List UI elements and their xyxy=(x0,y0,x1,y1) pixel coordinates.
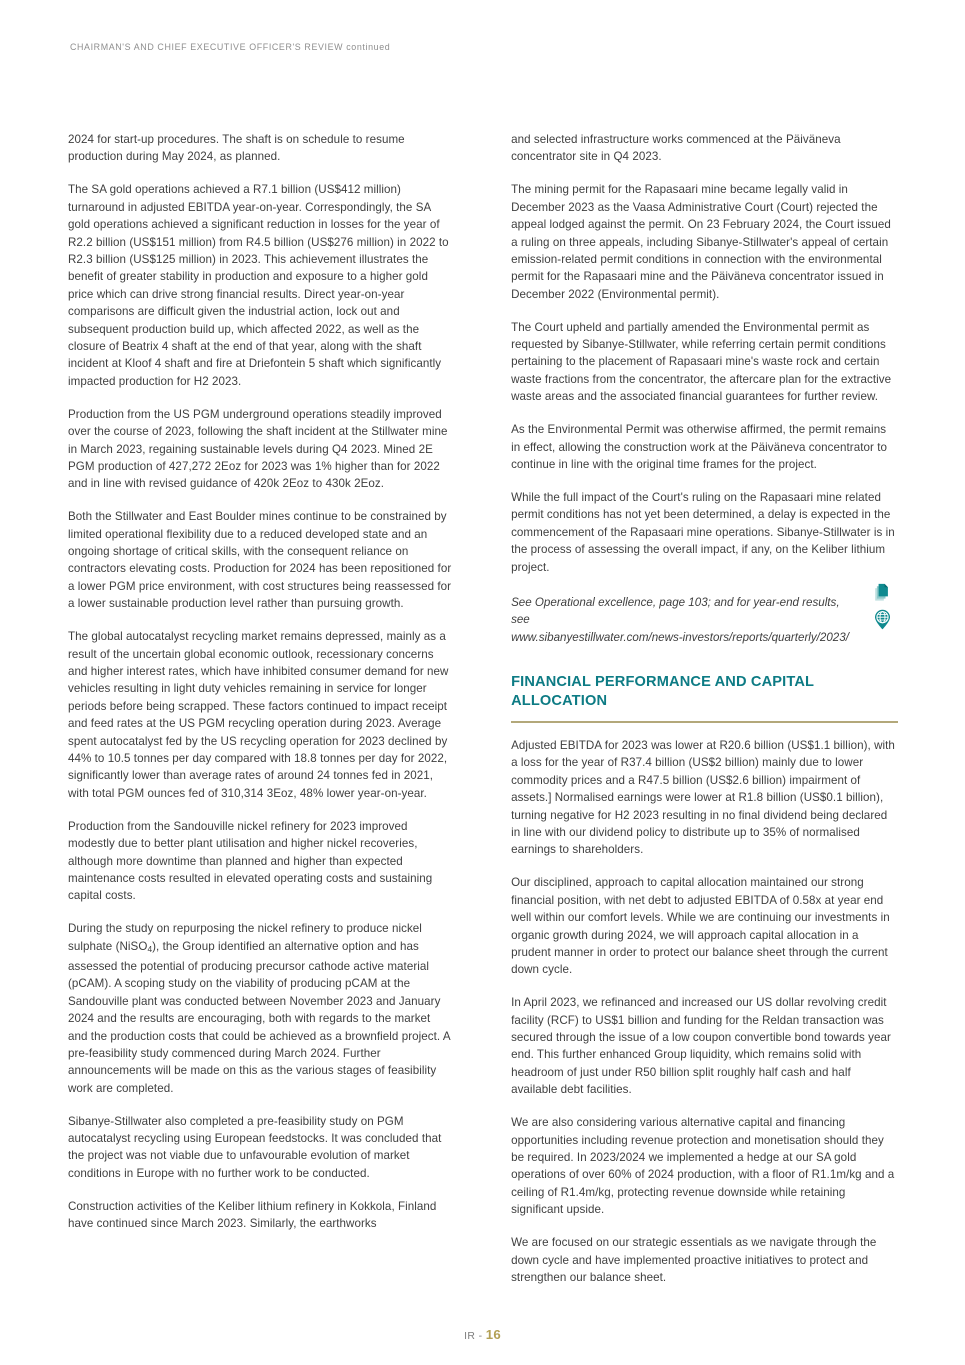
running-header: CHAIRMAN'S AND CHIEF EXECUTIVE OFFICER'S REVIEW continued xyxy=(70,42,391,52)
left-column xyxy=(68,131,453,1286)
section-divider-rule xyxy=(511,721,898,723)
paragraph: While the full impact of the Court's ruling on the Rapasaari mine related permit conditions has not yet been determined, a delay is expected in the commencement of the Rapasaari mine operations. Sibanye-Stillwater is in the process of assessing the overall impact, if any, on the Keliber lithium project. xyxy=(511,490,895,574)
section-heading-financial-performance: FINANCIAL PERFORMANCE AND CAPITAL ALLOCATION xyxy=(511,674,814,709)
paragraph: The Court upheld and partially amended the Environmental permit as requested by Sibanye-Stillwater, while referring certain permit conditions pertaining to the placement of Rapasaari mine's waste rock and certain waste fractions from the concentrator, the aftercare plan for the extractive waste areas and the associated financial guarantees for further review. xyxy=(511,320,892,404)
paragraph: Production from the US PGM underground operations steadily improved over the course of 2023, following the shaft incident at the Stillwater mine in March 2023, regaining sustainable levels during Q4 2023. Mined 2E PGM production of 427,272 2Eoz for 2023 was 1% higher than for 2022 and in line with revised guidance of 420k 2Eoz to 430k 2Eoz. xyxy=(68,407,448,491)
cross-reference-url[interactable]: www.sibanyestillwater.com/news-investors/reports/quarterly/2023/ xyxy=(511,630,849,644)
paragraph: The global autocatalyst recycling market remains depressed, mainly as a result of the uncertain global economic outlook, recessionary concerns and higher interest rates, which have inhibited consumer demand for new vehicles resulting in light duty vehicles remaining in service for longer periods before being scrapped. These factors continued to impact receipt and feed rates at the US PGM recycling operation during 2023. Average spent autocatalyst fed by the US recycling operation for 2023 declined by 44% to 10.5 tonnes per day compared with 18.8 tonnes per day for 2022, significantly lower than average rates of around 24 tonnes fed in 2021, with total PGM ounces fed of 310,314 3Eoz, 48% lower year-on-year. xyxy=(68,630,449,800)
paragraph-nickel-sulphate xyxy=(68,920,453,1097)
page-footer xyxy=(0,1327,965,1342)
paragraph: Adjusted EBITDA for 2023 was lower at R20.6 billion (US$1.1 billion), with a loss for the year of R37.4 billion (US$2 billion) mainly due to lower commodity prices and a R47.5 billion (US$2.6 billion) impairment of assets.] Normalised earnings were lower at R1.8 billion (US$0.1 billion), turning negative for H2 2023 resulting in no final dividend being declared in line with our dividend policy to distribute up to 35% of normalised earnings to shareholders. xyxy=(511,738,895,857)
paragraph: We are also considering various alternative capital and financing opportunities including revenue protection and monetisation should they be required. In 2023/2024 we implemented a hedge at our SA gold operations of over 60% of 2024 production, with a floor of R1.1m/kg and a ceiling of R1.4m/kg, protecting revenue downside while retaining significant upside. xyxy=(511,1116,895,1217)
document-pages-icon[interactable] xyxy=(874,583,891,602)
paragraph: Our disciplined, approach to capital allocation maintained our strong financial position, with net debt to adjusted EBITDA of 0.58x at year end well within our comfort levels. While we are continuing our investments in organic growth during 2024, we will approach capital allocation in a prudent manner in order to protect our balance sheet through the current down cycle. xyxy=(511,876,890,977)
nickel-subscript: 4 xyxy=(147,943,153,954)
nickel-text-part2: ), the Group identified an alternative option and has assessed the potential of producing precursor cathode active material (pCAM). A scoping study on the viability of producing pCAM at the Sandouville plant was conducted between November 2023 and January 2024 and the results are encouraging, both with regards to the market and the production costs that could be achieved as a brownfield project. A pre-feasibility study commenced during March 2024. Further announcements will be made on this as the various stages of feasibility work are completed. xyxy=(68,939,450,1095)
cross-reference-line-1: See Operational excellence, page 103; and for year-end results, see xyxy=(511,595,840,627)
paragraph: Production from the Sandouville nickel refinery for 2023 improved modestly due to better plant utilisation and higher nickel recoveries, although more downtime than planned and higher than expected maintenance costs resulted in elevated operating costs and sustaining capital costs. xyxy=(68,819,433,903)
paragraph: and selected infrastructure works commenced at the Päiväneva concentrator site in Q4 2023. xyxy=(511,133,841,164)
nickel-text-part1: During the study on repurposing the nickel refinery to produce nickel sulphate (NiSO xyxy=(68,922,422,953)
page-number: 16 xyxy=(485,1327,501,1342)
paragraph: Both the Stillwater and East Boulder mines continue to be constrained by limited operational flexibility due to a reduced developed state and an ongoing shortage of critical skills, with the consequent reliance on contractors elevating costs. Production for 2024 has been repositioned for a lower PGM price environment, with cost structures being reassessed for a lower sustainable production level rather than pursuing growth. xyxy=(68,510,452,611)
cross-reference-icons xyxy=(862,583,902,630)
footer-prefix: IR - xyxy=(464,1331,483,1342)
paragraph: We are focused on our strategic essentials as we navigate through the down cycle and have implemented proactive initiatives to protect and strengthen our balance sheet. xyxy=(511,1236,877,1284)
paragraph: The SA gold operations achieved a R7.1 billion (US$412 million) turnaround in adjusted EBITDA year-on-year. Correspondingly, the SA gold operations achieved a significant reduction in losses for the year of R2.2 billion (US$151 million) from R4.5 billion (US$276 million) in 2022 to R2.3 billion (US$125 million) in 2023. This achievement illustrates the benefit of greater stability in production and exposure to a higher gold price which can drive strong financial results. Direct year-on-year comparisons are difficult given the industrial action, lock out and subsequent production build up, which affected 2022, as well as the closure of Beatrix 4 shaft at the end of that year, along with the shaft incident at Kloof 4 shaft and fire at Driefontein 5 shaft which significantly impacted production for H2 2023. xyxy=(68,183,449,388)
paragraph: Construction activities of the Keliber lithium refinery in Kokkola, Finland have continued since March 2023. Similarly, the earthworks xyxy=(68,1199,437,1231)
paragraph: In April 2023, we refinanced and increased our US dollar revolving credit facility (RCF) to US$1 billion and funding for the Reldan transaction was secured through the issue of a low coupon convertible bond towards year end. This further enhanced Group liquidity, which remains solid with headroom of just under R50 billion split roughly half cash and half available debt facilities. xyxy=(511,996,891,1097)
paragraph: The mining permit for the Rapasaari mine became legally valid in December 2023 as the Vaasa Administrative Court (Court) rejected the appeal lodged against the permit. On 23 February 2024, the Court issued a ruling on three appeals, including Sibanye-Stillwater's appeal of certain emission-related permit conditions in connection with the environmental permit for the Rapasaari mine and the Päiväneva concentrator issued in December 2022 (Environmental permit). xyxy=(511,183,891,301)
paragraph: Sibanye-Stillwater also completed a pre-feasibility study on PGM autocatalyst recycling using European feedstocks. It was concluded that the project was not viable due to unfavourable evolution of market conditions in Europe with no further work to be conducted. xyxy=(68,1114,442,1180)
globe-pin-icon[interactable] xyxy=(873,609,892,630)
two-column-body xyxy=(68,131,898,1286)
paragraph: 2024 for start-up procedures. The shaft is on schedule to resume production during May 2024, as planned. xyxy=(68,133,405,164)
paragraph: As the Environmental Permit was otherwise affirmed, the permit remains in effect, allowing the construction work at the Päiväneva concentrator to continue in line with the original time frames for the project. xyxy=(511,423,887,471)
cross-reference-block xyxy=(511,594,898,646)
right-column xyxy=(511,131,898,1286)
